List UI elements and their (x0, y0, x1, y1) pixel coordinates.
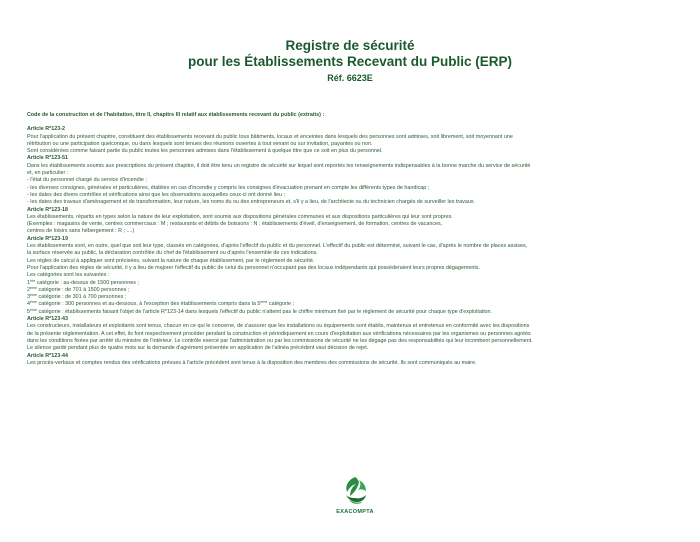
article-line: Les catégories sont les suivantes : (27, 272, 110, 279)
category-suffix: ème (30, 300, 37, 305)
logo-text: EXACOMPTA (336, 509, 374, 515)
article-line: Le silence gardé pendant plus de quatre mois sur la demande d'agrément présentée en application de l'alinéa précédent vaut décision de rejet. (27, 345, 369, 352)
category-number: 2 (27, 286, 30, 293)
category-text: catégorie ; (267, 301, 295, 308)
article-line: Les établissements sont, en outre, quel que soit leur type, classés en catégories, d'après l'effectif du public et du personnel. L'effectif du public est déterminé, suivant le cas, d'après le nombre de places assises, (27, 243, 528, 250)
reference-number: Réf. 6623E (327, 73, 373, 83)
article-r123-51 (27, 155, 682, 206)
article-line: - les diverses consignes, générales et particulières, établies en cas d'incendie y compris les consignes d'évacuation prenant en compte les différents types de handicap ; (27, 184, 430, 191)
article-r123-43 (27, 316, 682, 352)
article-title: Article R*123-43 (27, 316, 69, 323)
article-title: Article R*123-44 (27, 352, 69, 359)
article-line: Pour l'application du présent chapitre, constituent des établissements recevant du public tous bâtiments, locaux et enceintes dans lesquels des personnes sont admises, soit librement, soit moyennant une (27, 133, 513, 140)
category-text: catégorie : de 701 à 1500 personnes ; (37, 286, 130, 293)
category-suffix: ème (30, 307, 37, 312)
category-number: 5 (27, 308, 30, 315)
category-suffix: ème (30, 293, 37, 298)
category-number: 1 (27, 279, 30, 286)
article-line: (Exemples : magasins de vente, centres commerciaux : M ; restaurants et débits de boissons : N ; établissements d'éveil, d'enseignement, de formation, centres de vacances, (27, 221, 443, 228)
article-r123-2 (27, 126, 682, 155)
category-text: catégorie : établissements faisant l'objet de l'article R*123-14 dans lesquels l'effectif du public n'atteint pas le chiffre minimum fixé par le règlement de sécurité pour chaque type d'exploitation. (37, 308, 493, 315)
document-body (27, 112, 682, 367)
article-title: Article R*123-2 (27, 126, 66, 133)
article-line: et, en particulier : (27, 170, 69, 177)
article-r123-18 (27, 207, 682, 236)
article-line: Pour l'application des règles de sécurité, il y a lieu de majorer l'effectif du public de celui du personnel n'occupant pas des locaux indépendants qui possèderaient leurs propres dégagements. (27, 264, 481, 271)
title-line-2: pour les Établissements Recevant du Public (ERP) (187, 54, 513, 69)
category-number: 3 (27, 294, 30, 301)
document-header (0, 38, 700, 83)
title-line-1: Registre de sécurité (285, 38, 415, 53)
category-number: 4 (27, 301, 30, 308)
article-title: Article R*123-51 (27, 155, 69, 162)
category-text: catégorie : de 301 à 700 personnes ; (37, 294, 127, 301)
article-line: dans les conditions fixées par arrêté du ministre de l'intérieur. Le contrôle exercé par l'administration ou par les commissions de sécurité ne les dégage pas des responsabilités qui leur incombent personnellement. (27, 337, 533, 344)
article-line: de la présente réglementation. A cet effet, ils font respectivement procéder pendant la construction et périodiquement en cours d'exploitation aux vérifications nécessaires par les organismes ou personnes agréés (27, 330, 531, 337)
article-line: Sont considérées comme faisant partie du public toutes les personnes admises dans l'établissement à quelque titre que ce soit en plus du personnel. (27, 148, 383, 155)
exacompta-logo (325, 474, 385, 534)
intro-text: Code de la construction et de l'habitation, titre II, chapitre III relatif aux établissements recevant du public (extraits) : (27, 112, 325, 118)
article-line: centres de loisirs sans hébergement : R ; ....) (27, 228, 135, 235)
exacompta-logo-icon (338, 474, 372, 508)
article-line: Les constructeurs, installateurs et exploitants sont tenus, chacun en ce qui le concerne, de s'assurer que les installations ou équipements sont établis, maintenus et entretenus en conformité avec les dispositions (27, 323, 530, 330)
article-line: Les établissements, répartis en types selon la nature de leur exploitation, sont soumis aux dispositions générales communes et aux dispositions particulières qui leur sont propres. (27, 213, 453, 220)
article-r123-44 (27, 353, 682, 368)
category-text: catégorie : au-dessus de 1500 personnes ; (35, 279, 139, 286)
article-line: Dans les établissements soumis aux prescriptions du présent chapitre, il doit être tenu un registre de sécurité sur lequel sont reportés les renseignements indispensables à la bonne marche du service de sécurité (27, 162, 531, 169)
article-line: - les dates des divers contrôles et vérifications ainsi que les observations auxquelles ceux-ci ont donné lieu ; (27, 191, 285, 198)
category-suffix: ème (30, 285, 37, 290)
article-title: Article R*123-19 (27, 235, 69, 242)
category-line (27, 301, 682, 308)
category-suffix: ère (30, 278, 36, 283)
category-line (27, 309, 682, 316)
article-line: - les dates des travaux d'aménagement et de transformation, leur nature, les noms du ou des entrepreneurs et, s'il y a lieu, de l'architecte ou du technicien chargés de surveiller les travaux. (27, 199, 476, 206)
category-text: catégorie : 300 personnes et au-dessous, à l'exception des établissements compris dans la 5 (37, 301, 261, 308)
article-line: - l'état du personnel chargé du service d'incendie ; (27, 177, 147, 184)
article-r123-19 (27, 236, 682, 316)
article-line: Les règles de calcul à appliquer sont précisées, suivant la nature de chaque établissement, par le règlement de sécurité. (27, 257, 315, 264)
category-line (27, 280, 682, 287)
article-title: Article R*123-18 (27, 206, 69, 213)
article-line: rétribution ou une participation quelconque, ou dans lesquels sont tenues des réunions ouvertes à tout venant ou sur invitation, payantes ou non. (27, 140, 373, 147)
article-line: Les procès-verbaux et comptes rendus des vérifications prévues à l'article précédent sont tenus à la disposition des membres des commissions de sécurité. Ils sont communiqués au maire. (27, 359, 477, 366)
category-suffix: ème (260, 300, 268, 305)
article-line: la surface réservée au public, la déclaration contrôlée du chef de l'établissement ou d'après l'ensemble de ces indications. (27, 250, 318, 257)
